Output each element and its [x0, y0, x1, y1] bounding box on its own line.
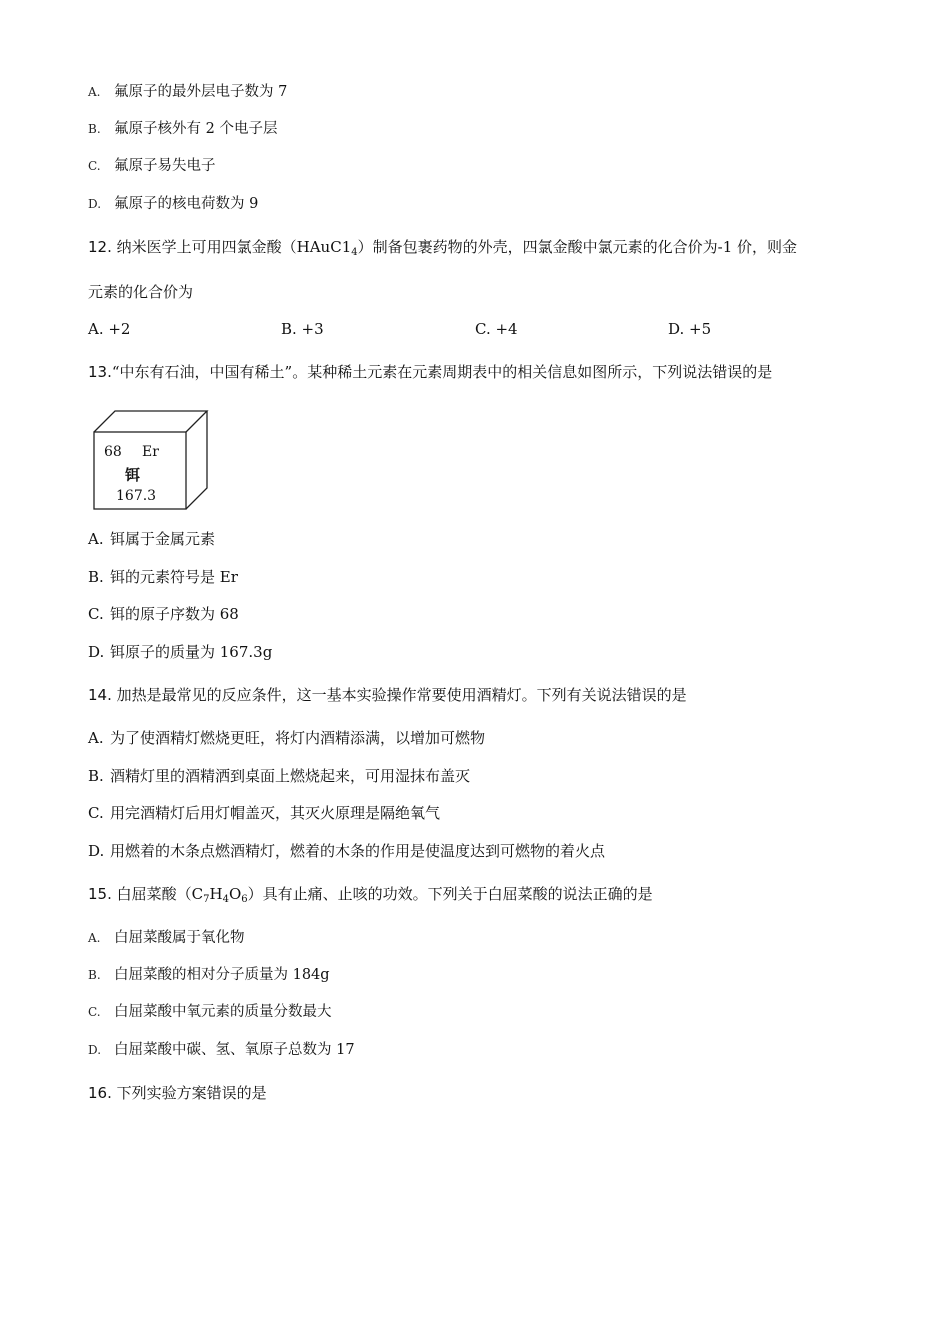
- q14-option-d: [88, 841, 605, 861]
- q13-option-c: [88, 604, 239, 624]
- option-label: D.: [88, 1043, 102, 1057]
- option-label: A.: [88, 85, 101, 99]
- option-text: 氟原子的最外层电子数为 7: [114, 84, 288, 100]
- option-label: C.: [88, 804, 104, 822]
- q15-sub-o: 6: [241, 894, 248, 905]
- q12-choice-a: A. +2: [88, 320, 131, 338]
- q11-option-c: [88, 156, 216, 176]
- option-text: 用燃着的木条点燃酒精灯，燃着的木条的作用是使温度达到可燃物的着火点: [110, 842, 606, 860]
- option-label: C.: [88, 1005, 101, 1019]
- option-text: 氟原子的核电荷数为 9: [114, 196, 259, 212]
- option-label: A.: [88, 729, 104, 747]
- q12-stem-a: 纳米医学上可用四氯金酸（HAuC1: [116, 238, 352, 256]
- option-label: B.: [88, 568, 104, 586]
- option-label: C.: [88, 159, 101, 173]
- atomic-mass: 167.3: [116, 488, 157, 504]
- q15-option-c: [88, 1002, 332, 1022]
- q14-stem-text: 加热是最常见的反应条件，这一基本实验操作常要使用酒精灯。下列有关说法错误的是: [116, 686, 687, 704]
- option-label: C.: [88, 605, 104, 623]
- option-text: 铒的原子序数为 68: [110, 605, 239, 623]
- question-number: 15.: [88, 885, 112, 903]
- q13-stem: [88, 362, 772, 382]
- element-symbol: Er: [142, 444, 159, 460]
- atomic-number: 68: [104, 444, 122, 460]
- q12-choice-b: B. +3: [281, 320, 324, 338]
- option-text: 为了使酒精灯燃烧更旺，将灯内酒精添满，以增加可燃物: [110, 729, 486, 747]
- q15-stem: [88, 884, 653, 904]
- q12-choice-c: C. +4: [475, 320, 518, 338]
- option-text: 白屈菜酸中氧元素的质量分数最大: [114, 1004, 332, 1020]
- option-text: 氟原子核外有 2 个电子层: [114, 121, 278, 137]
- option-label: D.: [88, 842, 105, 860]
- q16-stem: [88, 1083, 267, 1103]
- q14-option-c: [88, 803, 440, 823]
- option-text: 白屈菜酸属于氧化物: [114, 930, 245, 946]
- element-name: 铒: [125, 466, 141, 484]
- q14-stem: [88, 685, 687, 705]
- option-text: 铒原子的质量为 167.3g: [110, 643, 273, 661]
- option-label: D.: [88, 197, 102, 211]
- q12-stem-b: ）制备包裹药物的外壳，四氯金酸中氯元素的化合价为-1 价，则金: [357, 238, 798, 256]
- option-text: 用完酒精灯后用灯帽盖灭，其灭火原理是隔绝氧气: [110, 804, 441, 822]
- q15-option-b: [88, 965, 330, 985]
- q13-option-a: [88, 529, 215, 549]
- question-number: 16.: [88, 1084, 112, 1102]
- option-label: A.: [88, 530, 104, 548]
- q15-sub-h: 4: [222, 894, 229, 905]
- q12-stem-line2: 元素的化合价为: [88, 283, 194, 301]
- option-label: B.: [88, 767, 104, 785]
- option-label: B.: [88, 122, 101, 136]
- q11-option-a: [88, 82, 287, 102]
- q13-option-d: [88, 642, 272, 662]
- option-label: A.: [88, 931, 101, 945]
- q15-sub-c: 7: [203, 894, 210, 905]
- q15-mid-h: H: [209, 885, 223, 903]
- element-cube-figure: [88, 408, 213, 512]
- question-number: 13.: [88, 363, 112, 381]
- q15-option-a: [88, 928, 245, 948]
- option-text: 白屈菜酸中碳、氢、氧原子总数为 17: [114, 1042, 355, 1058]
- q15-stem-b: ）具有止痛、止咳的功效。下列关于白屈菜酸的说法正确的是: [247, 885, 653, 903]
- q12-stem: [88, 237, 797, 257]
- option-text: 白屈菜酸的相对分子质量为 184g: [114, 967, 330, 983]
- q11-option-b: [88, 119, 277, 139]
- q15-mid-o: O: [228, 885, 242, 903]
- q16-stem-text: 下列实验方案错误的是: [116, 1084, 267, 1102]
- q15-option-d: [88, 1040, 355, 1060]
- option-text: 氟原子易失电子: [114, 158, 216, 174]
- option-label: D.: [88, 643, 105, 661]
- q11-option-d: [88, 194, 258, 214]
- option-label: B.: [88, 968, 101, 982]
- q14-option-a: [88, 728, 485, 748]
- q15-stem-a: 白屈菜酸（C: [116, 885, 204, 903]
- q12-choice-d: D. +5: [668, 320, 712, 338]
- option-text: 铒的元素符号是 Er: [110, 568, 238, 586]
- option-text: 酒精灯里的酒精洒到桌面上燃烧起来，可用湿抹布盖灭: [110, 767, 471, 785]
- option-text: 铒属于金属元素: [110, 530, 216, 548]
- question-number: 12.: [88, 238, 112, 256]
- q12-stem-sub: 4: [351, 247, 358, 258]
- q14-option-b: [88, 766, 470, 786]
- q13-stem-text: “中东有石油，中国有稀土”。某种稀土元素在元素周期表中的相关信息如图所示，下列说法错误的是: [111, 363, 773, 381]
- question-number: 14.: [88, 686, 112, 704]
- q13-option-b: [88, 567, 238, 587]
